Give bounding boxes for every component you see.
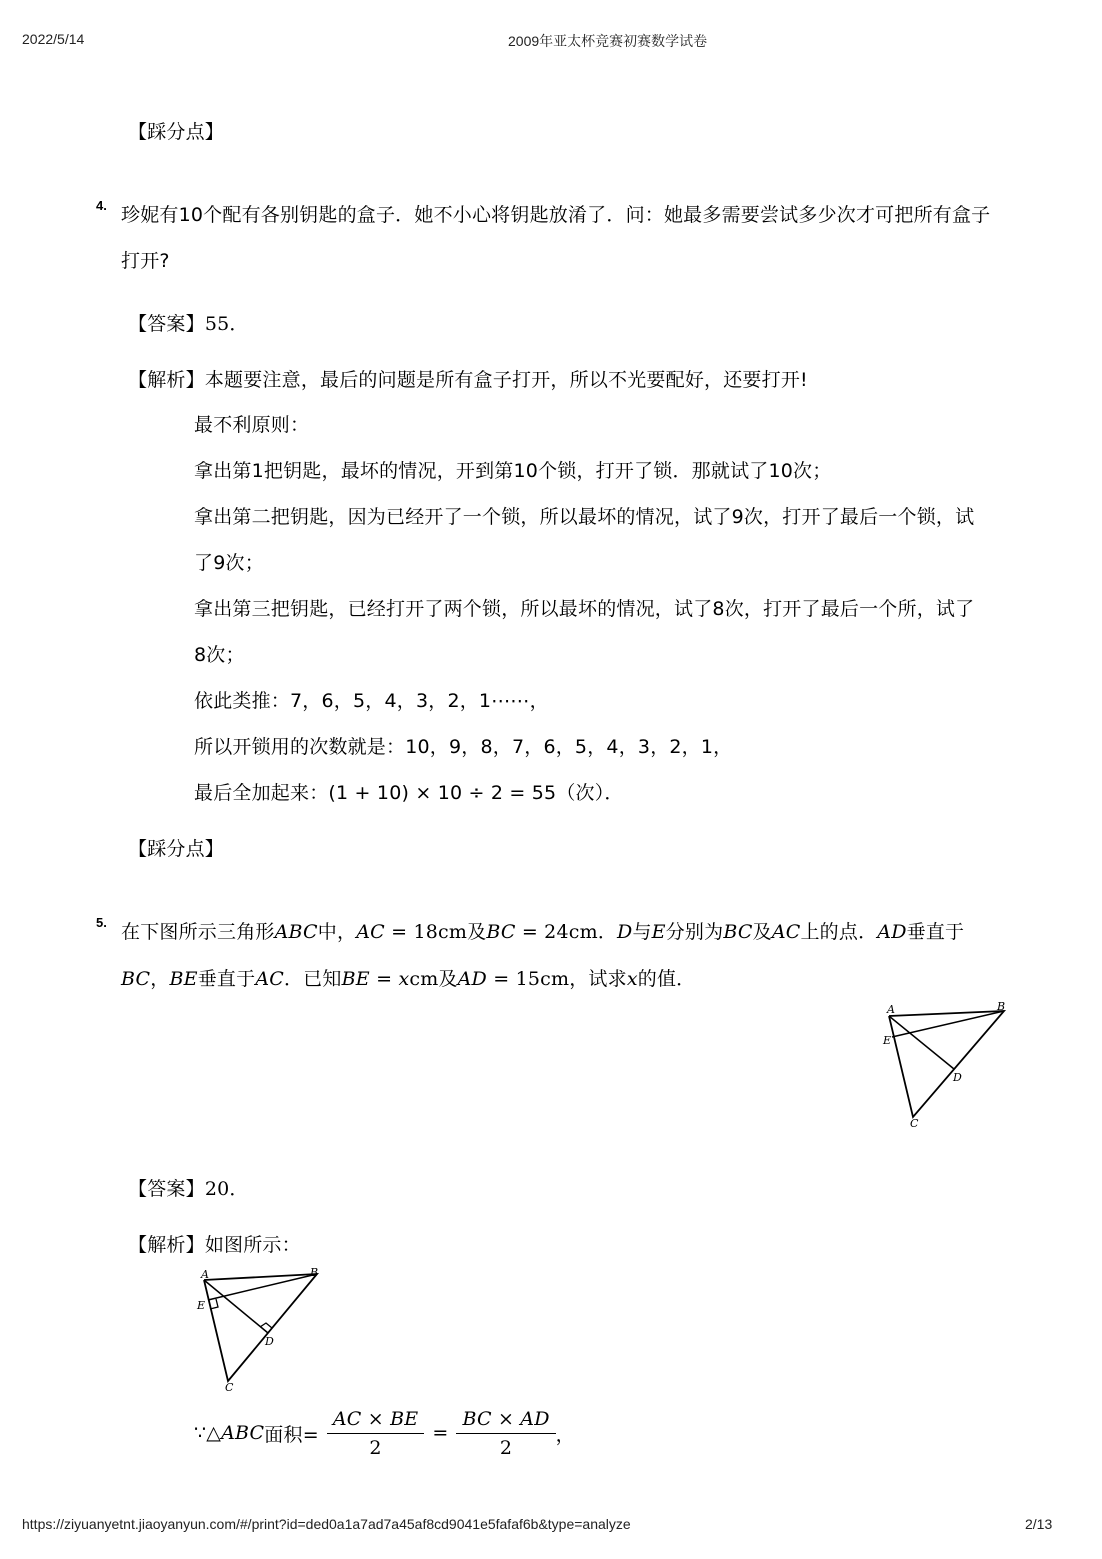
fig1-label-d: D (953, 1071, 962, 1084)
q5-t2a: BC (121, 968, 151, 990)
q5-t1k: 与 (632, 921, 652, 943)
q4-points-label: 【踩分点】 (128, 838, 225, 860)
q5-t1p: AC (771, 921, 801, 943)
fig2-label-d: D (265, 1335, 274, 1348)
fraction-2 (456, 1408, 555, 1459)
header-title: 2009年亚太杯竞赛初赛数学试卷 (508, 33, 708, 49)
q4-text-line1: 珍妮有10个配有各别钥匙的盒子．她不小心将钥匙放淆了．问：她最多需要尝试多少次才可把所有盒子 (121, 204, 991, 226)
q4-analysis (128, 365, 808, 392)
q5-answer-label: 【答案】 (128, 1178, 205, 1200)
q4-step-5: 拿出第三把钥匙，已经打开了两个锁，所以最坏的情况，试了8次，打开了最后一个所，试了 (194, 598, 975, 620)
q5-t1n: BC (723, 921, 753, 943)
q5-t1l: E (651, 921, 666, 943)
q5-t2f: ．已知 (283, 968, 342, 990)
q4-step-4: 了9次； (194, 552, 264, 574)
q5-number: 5. (96, 915, 107, 930)
q5-analysis-label: 【解析】 (128, 1234, 205, 1256)
fig2-label-a: A (201, 1268, 209, 1281)
q5-t1j: D (617, 921, 633, 943)
q5-t1r: AD (877, 921, 907, 943)
fig1-label-c: C (910, 1117, 919, 1130)
q5-t1g: BC (486, 921, 516, 943)
q5-t1f: 及 (467, 921, 487, 943)
q5-t1s: 垂直于 (906, 921, 965, 943)
fig2-label-b: B (310, 1266, 319, 1279)
q5-t1a: 在下图所示三角形 (121, 921, 275, 943)
q5-answer (128, 1174, 249, 1201)
q5-t1h: = 24cm (515, 921, 598, 943)
q4-answer (128, 309, 249, 336)
q5-t1o: 及 (752, 921, 772, 943)
q5-t2e: AC (255, 968, 284, 990)
q4-step-9: 最后全加起来：(1 + 10) × 10 ÷ 2 = 55（次）． (194, 782, 624, 804)
q5-t1m: 分别为 (665, 921, 724, 943)
q5-text-line1 (121, 917, 964, 944)
q5-t2n: ，试求 (569, 968, 627, 990)
fig1-label-a: A (887, 1003, 895, 1016)
q4-answer-label: 【答案】 (128, 313, 205, 335)
q5-t1b: ABC (274, 921, 318, 943)
q5-t2b: ， (150, 968, 170, 990)
triangle-figure-question (870, 995, 1020, 1135)
q5-t2d: 垂直于 (197, 968, 256, 990)
q4-analysis-label: 【解析】 (128, 369, 205, 391)
q5-t2c: BE (169, 968, 198, 990)
q5-text-line2 (121, 964, 695, 991)
fraction-1-denominator: 2 (327, 1433, 425, 1459)
prev-points-label: 【踩分点】 (128, 121, 225, 143)
q5-analysis-text: 如图所示： (204, 1234, 301, 1256)
q5-t1d: AC (356, 921, 385, 943)
fig2-label-e: E (197, 1299, 206, 1312)
fraction-2-numerator: BC × AD (462, 1407, 550, 1430)
q5-t2k: 及 (438, 968, 458, 990)
q5-t1q: 上的点． (800, 921, 878, 943)
q5-t2i: x (398, 968, 410, 990)
formula-abc: ABC (221, 1422, 265, 1444)
fraction-1-numerator: AC × BE (332, 1407, 419, 1430)
q4-step-6: 8次； (194, 644, 245, 666)
q5-t1i: ． (597, 921, 618, 943)
q5-t2g: BE (341, 968, 370, 990)
area-formula (194, 1402, 575, 1464)
q4-step-7: 依此类推：7，6，5，4，3，2，1⋯⋯， (194, 690, 549, 712)
q5-t2o: x (626, 968, 638, 990)
formula-comma: ， (555, 1423, 575, 1446)
formula-equals: = (432, 1422, 449, 1444)
header-date: 2022/5/14 (22, 31, 85, 47)
triangle-figure-solution (190, 1265, 330, 1395)
formula-area: 面积= (264, 1423, 319, 1446)
footer-url: https://ziyuanyetnt.jiaoyanyun.com/#/print?id=ded0a1a7ad7a45af8cd9041e5fafaf6b&type=analyze (22, 1516, 631, 1532)
fig1-label-e: E (883, 1034, 892, 1047)
formula-because: ∵△ (194, 1422, 222, 1444)
fraction-1 (327, 1408, 425, 1459)
fig2-label-c: C (225, 1381, 234, 1394)
segment-ad (889, 1016, 954, 1069)
q5-analysis (128, 1230, 301, 1257)
q4-text-line2: 打开? (121, 250, 170, 272)
q5-t2m: = 15cm (486, 968, 570, 990)
q4-answer-value: 55． (204, 313, 249, 335)
q4-step-3: 拿出第二把钥匙，因为已经开了一个锁，所以最坏的情况，试了9次，打开了最后一个锁，试 (194, 506, 975, 528)
q4-step-1: 最不利原则： (194, 414, 310, 436)
q5-t1e: = 18cm (384, 921, 468, 943)
fig1-label-b: B (997, 1000, 1006, 1013)
q4-step-2: 拿出第1把钥匙，最坏的情况，开到第10个锁，打开了锁．那就试了10次； (194, 460, 832, 482)
q5-answer-value: 20． (204, 1178, 249, 1200)
q4-analysis-text: 本题要注意，最后的问题是所有盒子打开，所以不光要配好，还要打开! (204, 369, 808, 391)
footer-page-number: 2/13 (1025, 1516, 1053, 1532)
q4-number: 4. (96, 198, 107, 213)
q5-t2l: AD (457, 968, 487, 990)
fraction-2-denominator: 2 (456, 1433, 555, 1459)
q5-t2h: = (369, 968, 399, 990)
q4-step-8: 所以开锁用的次数就是：10，9，8，7，6，5，4，3，2，1， (194, 736, 733, 758)
q5-t2j: cm (409, 968, 439, 990)
q5-t1c: 中， (317, 921, 357, 943)
triangle-abc-outline (889, 1011, 1004, 1117)
q5-t2p: 的值． (637, 968, 696, 990)
